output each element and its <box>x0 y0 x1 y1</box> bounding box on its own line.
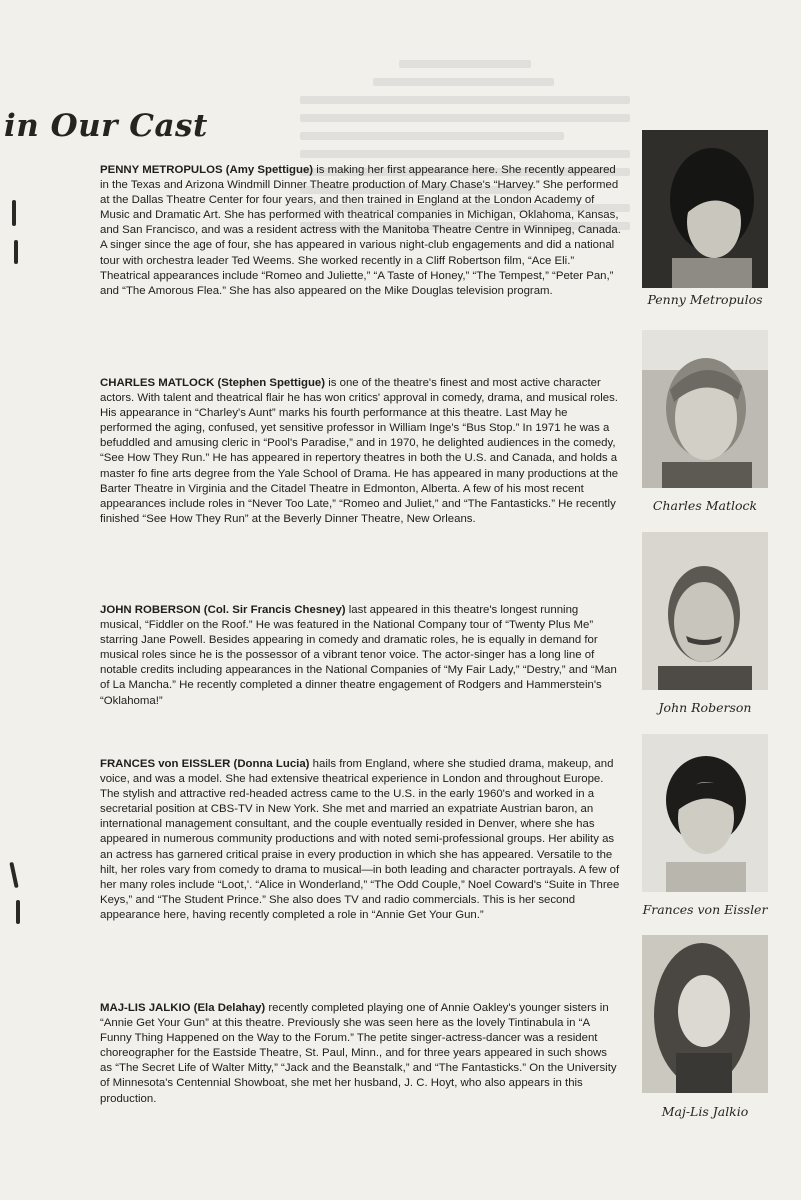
cast-member-name: MAJ-LIS JALKIO (Ela Delahay) <box>100 1002 266 1014</box>
headshot-maj-lis-jalkio <box>642 935 768 1093</box>
cast-member-name: FRANCES von EISSLER (Donna Lucia) <box>100 758 310 770</box>
binding-mark-top <box>12 200 16 226</box>
bio-text: hails from England, where she studied drama, makeup, and voice, and was a model. She had extensive theatrical experience in London and throughout Europe. The stylish and attractive red-headed actress came to the U.S. in the early 1960's and worked in a secretarial position at CBS-TV in New York. She met and married an expatriate Austrian baron, an international management consultant, and the couple eventually resided in Denver, where she has appeared in numerous community productions and with noted semi-professional groups. Her ability as an actress has garnered critical praise in every production in which she has appeared. Versatile to the hilt, her roles vary from comedy to drama to musical—in both leading and character portrayals. A few of her many roles include “Loot,'. “Alice in Wonderland,” “The Odd Couple,” Noel Coward's “Suite in Three Keys,” and “The Student Prince.” She also does TV and radio commercials. This is her second appearance here, having recently completed a role in “Annie Get Your Gun.” <box>100 758 620 921</box>
binding-mark-bottom-2 <box>16 900 20 924</box>
bio-john-roberson <box>100 603 622 709</box>
bio-frances-von-eissler <box>100 757 622 923</box>
caption-maj-lis-jalkio: Maj-Lis Jalkio <box>661 1104 749 1119</box>
bio-penny-metropulos <box>100 163 622 299</box>
headshot-charles-matlock <box>642 330 768 488</box>
headshot-penny-metropulos <box>642 130 768 288</box>
caption-john-roberson: John Roberson <box>658 700 752 715</box>
cast-member-name: JOHN ROBERSON (Col. Sir Francis Chesney) <box>100 604 346 616</box>
cast-member-name: CHARLES MATLOCK (Stephen Spettigue) <box>100 377 326 389</box>
headshot-frances-von-eissler <box>642 734 768 892</box>
bio-text: is making her first appearance here. She recently appeared in the Texas and Arizona Windmill Dinner Theatre production of Mary Chase's “Harvey.” She performed at the Dallas Theatre Center for four years, and then trained in England at the London Academy of Music and Dramatic Art. She has performed with theatrical companies in Michigan, Oklahoma, Kansas, and San Francisco, and was a resident actress with the Manitoba Theatre Centre in Winnipeg, Canada. A singer since the age of four, she has appeared in various night-club engagements and did a national tour with orchestra leader Ted Weems. She worked recently in a Cliff Robertson film, “Ace Eli.” Theatrical appearances include “Romeo and Juliette,” “A Taste of Honey,” “The Tempest,” “Peter Pan,” and “The Amorous Flea.” She has also appeared on the Mike Douglas television program. <box>100 164 621 297</box>
bio-charles-matlock <box>100 376 622 527</box>
bio-text: recently completed playing one of Annie Oakley's younger sisters in “Annie Get Your Gun” at this theatre. Previously she was seen here as the lovely Tintinabula in “A Funny Thing Happened on the Way to the Forum.” The petite singer-actress-dancer was a resident choreographer for the Eastside Theatre, St. Paul, Minn., and for three years appeared in such shows as “The Secret Life of Walter Mitty,” “Jack and the Beanstalk,” and “The Fantasticks.” On the University of Minnesota's Centennial Showboat, she met her husband, J. C. Hoyt, who also appears in this production. <box>100 1002 617 1105</box>
bio-text: is one of the theatre's finest and most active character actors. With talent and theatrical flair he has won critics' approval in comedy, drama, and musical roles. His appearance in “Charley's Aunt” marks his fourth performance at this theatre. Last May he performed the aging, confused, yet sensitive professor in William Inge's “Bus Stop.” In 1971 he was a befuddled and amusing cleric in “Pool's Paradise,” and in 1970, he delighted audiences in the comedy, “See How They Run.” He has appeared in repertory theatres in both the U.S. and Canada, and holds a master fo fine arts degree from the Yale School of Drama. He has appeared in many productions at the Barter Theatre in Virginia and the Citadel Theatre in Edmonton, Alberta. A few of his most recent appearances include roles in “Never Too Late,” “Romeo and Juliet,” and “The Fantasticks.” He recently finished “See How They Run” at the Beverly Dinner Theatre, New Orleans. <box>100 377 619 525</box>
headshot-john-roberson <box>642 532 768 690</box>
bio-maj-lis-jalkio <box>100 1001 622 1107</box>
caption-frances-von-eissler: Frances von Eissler <box>642 902 768 917</box>
cast-member-name: PENNY METROPULOS (Amy Spettigue) <box>100 164 314 176</box>
bio-text: last appeared in this theatre's longest running musical, “Fiddler on the Roof.” He was featured in the National Company tour of “Twenty Plus Me” starring Jane Powell. Besides appearing in comedy and dramatic roles, he is equally in demand for musical roles since he is the possessor of a vibrant tenor voice. The actor-singer has a long line of notable credits including appearances in the National Companies of “My Fair Lady,” “Destry,” and “Man of La Mancha.” He recently completed a dinner theatre engagement of Rodgers and Hammerstein's “Oklahoma!” <box>100 604 617 707</box>
page-heading: in Our Cast <box>4 108 208 144</box>
binding-mark-top-2 <box>14 240 18 264</box>
caption-charles-matlock: Charles Matlock <box>652 498 758 513</box>
binding-mark-bottom <box>9 862 18 888</box>
caption-penny-metropulos: Penny Metropulos <box>647 292 763 307</box>
